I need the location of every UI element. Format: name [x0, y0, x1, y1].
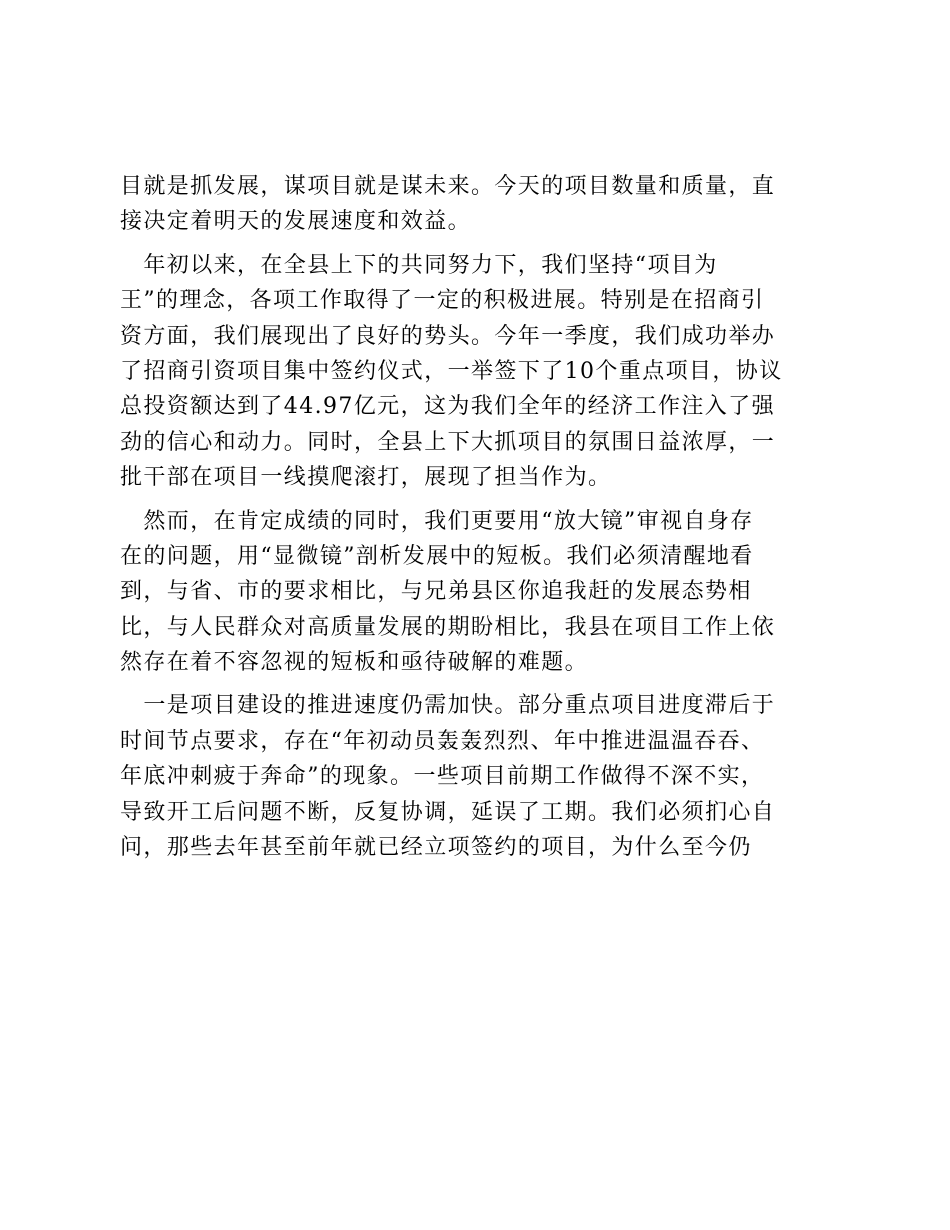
text-line: 到，与省、市的要求相比，与兄弟县区你追我赶的发展态势相: [120, 579, 752, 605]
document-body: [120, 169, 840, 865]
paragraph-start-line: 年初以来，在全县上下的共同努力下，我们坚持“项目为: [120, 252, 718, 278]
paragraph-start-line: 一是项目建设的推进速度仍需加快。部分重点项目进度滞后于: [120, 693, 776, 719]
text-line: 年底冲刺疲于奔命”的现象。一些项目前期工作做得不深不实，: [120, 764, 765, 790]
text-line: 时间节点要求，存在“年初动员轰轰烈烈、年中推进温温吞吞、: [120, 728, 765, 754]
text-line: 王”的理念，各项工作取得了一定的积极进展。特别是在招商引: [120, 288, 765, 314]
text-line: 导致开工后问题不断，反复协调，延误了工期。我们必须扪心自: [120, 799, 776, 825]
text-line: 劲的信心和动力。同时，全县上下大抓项目的氛围日益浓厚，一: [120, 429, 776, 455]
text-line: 接决定着明天的发展速度和效益。: [120, 209, 472, 235]
text-line: 批干部在项目一线摸爬滚打，展现了担当作为。: [120, 465, 612, 491]
text-line: 在的问题，用“显微镜”剖析发展中的短板。我们必须清醒地看: [120, 543, 754, 569]
text-line: 然存在着不容忽视的短板和亟待破解的难题。: [120, 650, 589, 676]
text-line: 目就是抓发展，谋项目就是谋未来。今天的项目数量和质量，直: [120, 174, 776, 199]
paragraph-start-line: 然而，在肯定成绩的同时，我们更要用“放大镜”审视自身存: [120, 508, 754, 534]
text-line: 问，那些去年甚至前年就已经立项签约的项目，为什么至今仍: [120, 835, 752, 861]
text-line: 了招商引资项目集中签约仪式，一举签下了10个重点项目，协议: [120, 358, 783, 384]
text-line: 资方面，我们展现出了良好的势头。今年一季度，我们成功举办: [120, 323, 776, 349]
text-line: 总投资额达到了44.97亿元，这为我们全年的经济工作注入了强: [120, 394, 775, 420]
text-line: 比，与人民群众对高质量发展的期盼相比，我县在项目工作上依: [120, 614, 776, 640]
